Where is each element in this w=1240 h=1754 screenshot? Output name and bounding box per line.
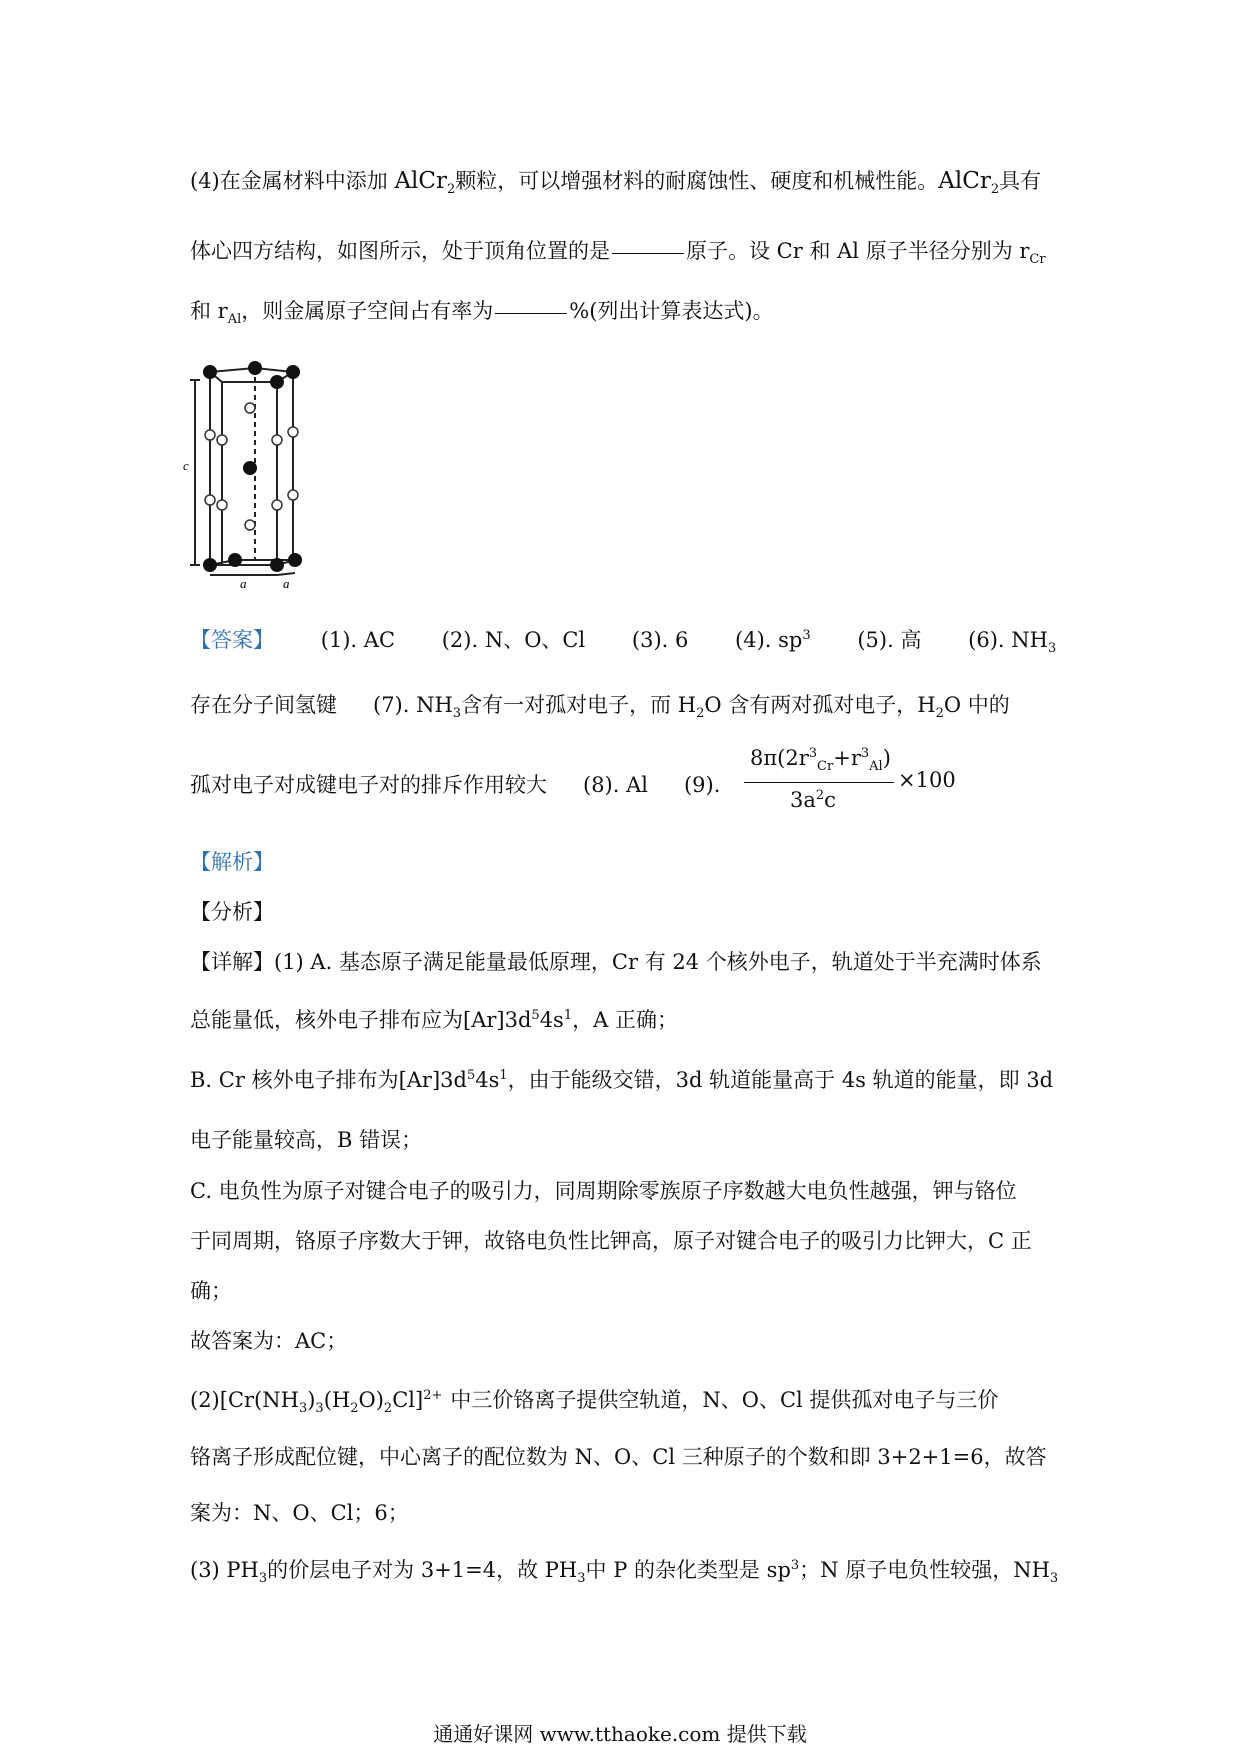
detail-line: C. 电负性为原子对键合电子的吸引力，同周期除零族原子序数越大电负性越强，钾与铬位 bbox=[190, 1179, 1017, 1203]
answer-blank bbox=[495, 313, 567, 314]
detail-line: 电子能量较高，B 错误； bbox=[190, 1128, 423, 1152]
detail-line: 于同周期，铬原子序数大于钾，故铬电负性比钾高，原子对键合电子的吸引力比钾大，C 正 bbox=[190, 1229, 1032, 1253]
detail-line: 案为：N、O、Cl；6； bbox=[190, 1501, 409, 1525]
detail-line: 故答案为：AC； bbox=[190, 1329, 348, 1353]
question-line-3: 和 $r_{Al}$，则金属原子空间占有率为 %(列出计算表达式)。 bbox=[190, 299, 774, 328]
detail-line: 【详解】(1) A. 基态原子满足能量最低原理，Cr 有 24 个核外电子，轨道处于半充满时体系 bbox=[190, 950, 1042, 974]
question-line-2: 体心四方结构，如图所示，处于顶角位置的是 原子。设 Cr 和 Al 原子半径分别为 $r_{Cr}$ bbox=[190, 239, 1046, 268]
answer-tag: 【答案】 bbox=[190, 628, 274, 652]
answer-line-2: 存在分子间氢键 (7). $NH_3$含有一对孤对电子，而 $H_2O$ 含有两对孤对电子，$H_2O$ 中的 bbox=[190, 693, 1010, 722]
detail-line: 铬离子形成配位键，中心离子的配位数为 N、O、Cl 三种原子的个数和即 3+2+1=6，故答 bbox=[190, 1445, 1047, 1469]
analysis-subtag: 【分析】 bbox=[190, 900, 274, 924]
detail-line: 确； bbox=[190, 1279, 232, 1303]
detail-line: (3) $PH_3$的价层电子对为 3+1=4，故 $PH_3$中 P 的杂化类型是 $sp^3$；N 原子电负性较强，$NH_3$ bbox=[190, 1558, 1059, 1587]
analysis-tag: 【解析】 bbox=[190, 850, 274, 874]
detail-line: B. Cr 核外电子排布为$[Ar]3d^54s^1$，由于能级交错，3d 轨道能量高于 4s 轨道的能量，即 3d bbox=[190, 1068, 1054, 1092]
answer-blank bbox=[612, 253, 684, 254]
answer-line-1: 【答案】 (1). AC (2). N、O、Cl (3). 6 (4). $sp^3$ (5). 高 (6). $NH_3$ bbox=[190, 628, 1057, 657]
label-a: a bbox=[283, 576, 290, 591]
label-a: a bbox=[240, 576, 247, 591]
detail-line: $(2)[Cr(NH_3)_3(H_2O)_2Cl]^{2+}$ 中三价铬离子提供空轨道，N、O、Cl 提供孤对电子与三价 bbox=[190, 1388, 999, 1417]
label-c: c bbox=[183, 458, 189, 473]
crystal-cell-figure bbox=[183, 360, 345, 591]
question-line-1: (4)在金属材料中添加 AlCr$_2$颗粒，可以增强材料的耐腐蚀性、硬度和机械性能。AlCr$_2$具有 bbox=[190, 168, 1042, 198]
page-footer: 通通好课网 www.tthaoke.com 提供下载 bbox=[433, 1722, 807, 1746]
answer-line-3: 孤对电子对成键电子对的排斥作用较大 (8). Al (9). bbox=[190, 773, 721, 797]
detail-line: 总能量低，核外电子排布应为$[Ar]3d^54s^1$，A 正确； bbox=[190, 1008, 678, 1032]
